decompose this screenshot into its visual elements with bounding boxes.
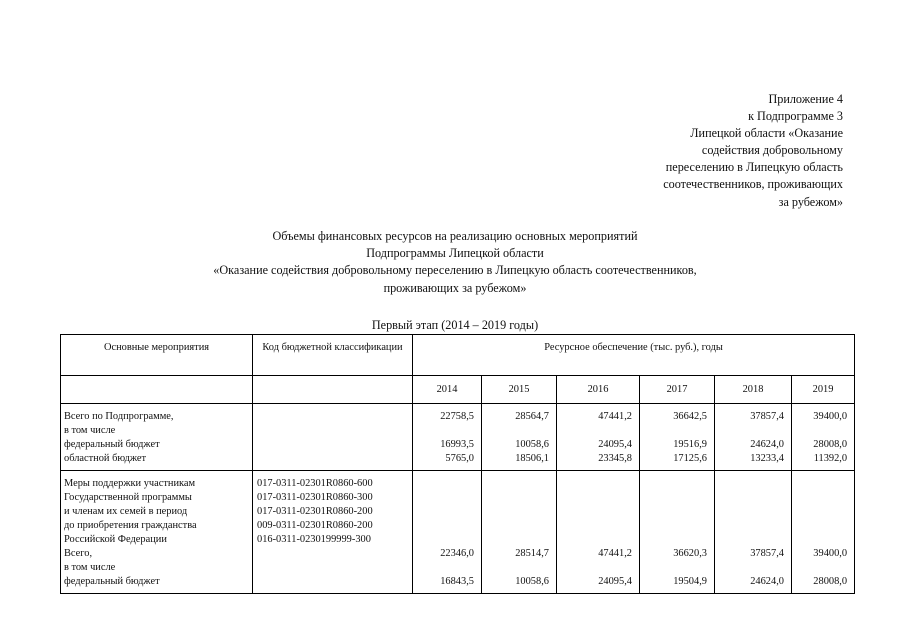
year-header: 2017 [640,376,715,404]
title-line: Объемы финансовых ресурсов на реализацию основных мероприятий [272,229,638,243]
amount-value [559,491,632,505]
amount-value [559,519,632,533]
amount-value [717,561,784,575]
budget-code-line [257,561,410,575]
title-line: Подпрограммы Липецкой области [366,246,544,261]
amount-value [642,505,707,519]
header-row [61,335,855,376]
budget-code-line [257,452,410,466]
amount-value [415,424,474,438]
amount-value: 11392,0 [813,453,848,464]
amount-value: 18506,1 [515,453,549,464]
year-header: 2018 [715,376,792,404]
amount-value: 13233,4 [750,453,784,464]
amount-value: 47441,2 [598,548,632,559]
budget-code-line: 016-0311-0230199999-300 [257,534,371,545]
amount-value: 39400,0 [813,411,848,422]
amount-value: 28564,7 [515,411,549,422]
amount-value: 10058,6 [515,439,549,450]
amount-value [642,561,707,575]
empty-cell [61,376,253,404]
amount-cell [792,404,855,471]
amount-value [794,561,847,575]
amount-value: 5765,0 [445,453,474,464]
table-row [61,471,855,594]
activity-line: областной бюджет [64,453,147,464]
amount-value [415,491,474,505]
budget-code-line [257,438,410,452]
appendix-line: к Подпрограмме 3 [748,109,843,124]
amount-value: 19504,9 [673,576,707,587]
table-row [61,404,855,471]
amount-value [794,477,847,491]
amount-value [484,561,549,575]
amount-value: 23345,8 [598,453,632,464]
amount-value: 16993,5 [440,439,474,450]
activity-line: Меры поддержки участникам [64,478,196,489]
amount-cell [792,471,855,594]
activity-line: федеральный бюджет [64,439,160,450]
amount-cell [413,471,482,594]
amount-value [415,519,474,533]
amount-value [559,424,632,438]
budget-code-line: 017-0311-02301R0860-600 [257,478,373,489]
amount-value: 24624,0 [750,576,784,587]
amount-cell [715,471,792,594]
amount-value: 47441,2 [598,411,632,422]
amount-value: 28514,7 [515,548,549,559]
title-line: проживающих за рубежом» [383,280,527,295]
activity-line: федеральный бюджет [64,576,160,587]
budget-code-line [257,410,410,424]
activity-line: Всего по Подпрограмме, [64,411,174,422]
amount-value [484,477,549,491]
amount-cell [413,404,482,471]
appendix-line: соотечественников, проживающих [663,177,843,192]
amount-value [717,519,784,533]
amount-value [484,505,549,519]
amount-value [794,533,847,547]
activity-line: и членам их семей в период [64,506,188,517]
amount-value: 36642,5 [673,411,707,422]
amount-value: 22346,0 [440,548,474,559]
amount-cell [640,471,715,594]
amount-value [559,505,632,519]
amount-cell [482,404,557,471]
activity-line: до приобретения гражданства [64,520,197,531]
amount-value [484,519,549,533]
amount-value [642,519,707,533]
amount-value [484,424,549,438]
appendix-line: Приложение 4 [768,92,843,106]
activity-line: Всего, [64,548,93,559]
activity-line: Российской Федерации [64,534,167,545]
amount-value [484,533,549,547]
activity-line: в том числе [64,562,116,573]
amount-value: 24095,4 [598,439,632,450]
title-line: «Оказание содействия добровольному переселению в Липецкую область соотечественников, [213,263,697,278]
amount-cell [557,471,640,594]
amount-value: 19516,9 [673,439,707,450]
year-header: 2015 [482,376,557,404]
amount-value [794,491,847,505]
amount-value [484,491,549,505]
amount-value: 39400,0 [813,548,848,559]
amount-value [717,533,784,547]
amount-value [642,477,707,491]
amount-value [717,505,784,519]
amount-value: 24624,0 [750,439,784,450]
year-row [61,376,855,404]
appendix-line: Липецкой области «Оказание [690,126,843,141]
header-resources: Ресурсное обеспечение (тыс. руб.), годы [413,335,855,376]
amount-value [642,491,707,505]
amount-value [559,533,632,547]
amount-cell [640,404,715,471]
amount-value [717,477,784,491]
amount-value [794,519,847,533]
amount-value [717,424,784,438]
budget-code-cell [253,404,413,471]
amount-value [415,561,474,575]
amount-value [794,424,847,438]
budget-code-line [257,424,410,438]
activity-cell [61,404,253,471]
budget-code-line: 017-0311-02301R0860-300 [257,492,373,503]
document-title [110,228,800,297]
header-activities: Основные мероприятия [61,335,253,376]
amount-value [794,505,847,519]
amount-value [559,561,632,575]
amount-value [415,505,474,519]
amount-cell [557,404,640,471]
budget-code-line [257,547,410,561]
activity-line: в том числе [64,425,116,436]
year-header: 2016 [557,376,640,404]
amount-value: 16843,5 [440,576,474,587]
amount-value: 10058,6 [515,576,549,587]
amount-value: 17125,6 [673,453,707,464]
amount-value [642,533,707,547]
appendix-line: переселению в Липецкую область [665,160,843,175]
budget-code-line [257,575,410,589]
amount-value: 22758,5 [440,411,474,422]
appendix-line: за рубежом» [778,194,843,209]
amount-cell [482,471,557,594]
amount-cell [715,404,792,471]
budget-code-cell [253,471,413,594]
amount-value: 24095,4 [598,576,632,587]
amount-value [642,424,707,438]
amount-value [415,477,474,491]
stage-caption: Первый этап (2014 – 2019 годы) [371,318,539,332]
amount-value [717,491,784,505]
year-header: 2014 [413,376,482,404]
header-budget-code: Код бюджетной классификации [253,335,413,376]
amount-value: 37857,4 [750,411,784,422]
activity-line: Государственной программы [64,492,192,503]
amount-value: 37857,4 [750,548,784,559]
appendix-line: содействия добровольному [701,143,843,158]
amount-value: 36620,3 [673,548,707,559]
amount-value: 28008,0 [813,576,848,587]
amount-value [559,477,632,491]
amount-value: 28008,0 [813,439,848,450]
amount-value [415,533,474,547]
budget-code-line: 009-0311-02301R0860-200 [257,520,373,531]
funding-table [60,334,855,594]
appendix-block [543,91,843,211]
budget-code-line: 017-0311-02301R0860-200 [257,506,373,517]
activity-cell [61,471,253,594]
empty-cell [253,376,413,404]
year-header: 2019 [792,376,855,404]
